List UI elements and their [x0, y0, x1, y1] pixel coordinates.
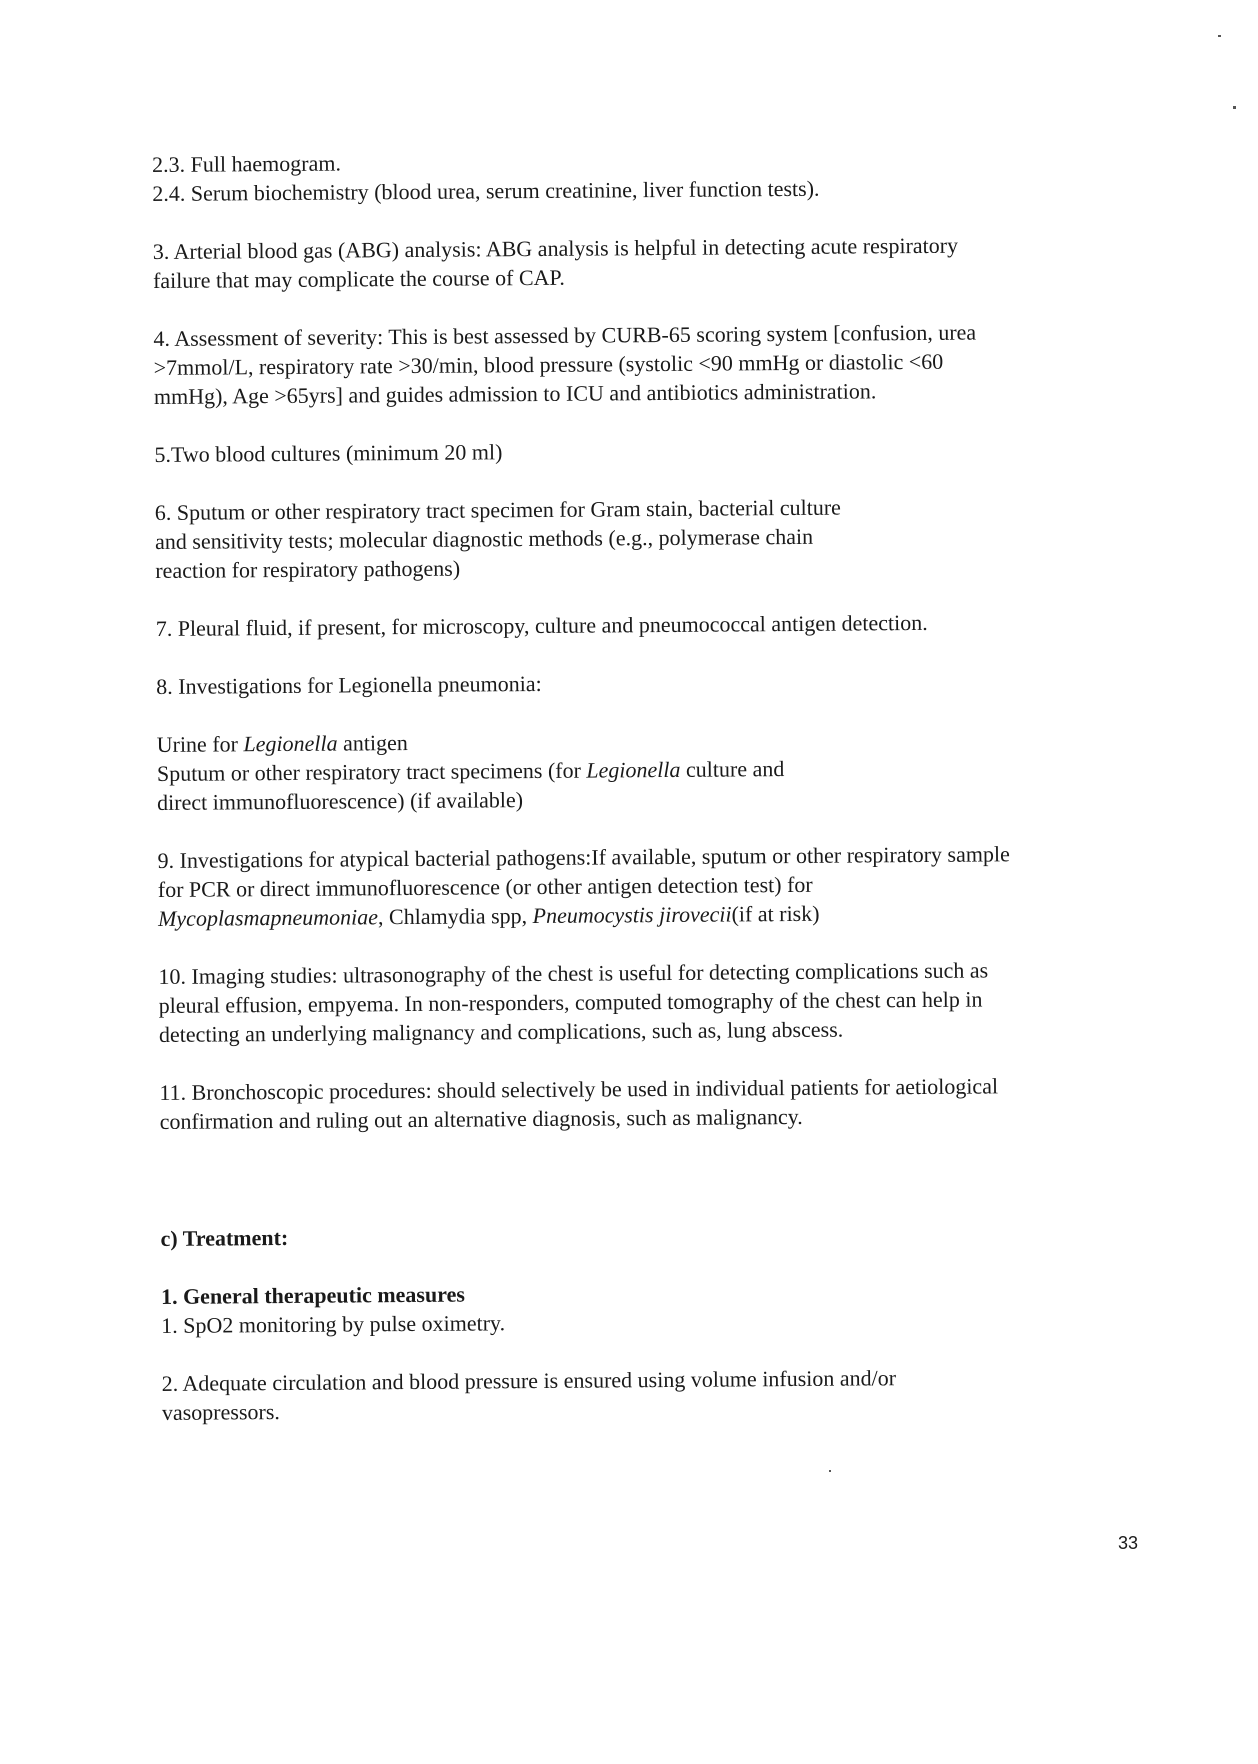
line-11a: 11. Bronchoscopic procedures: should selectively be used in individual patients for aetiological	[159, 1073, 999, 1105]
line-3b: failure that may complicate the course of CAP.	[152, 264, 565, 293]
line-2-4: 2.4. Serum biochemistry (blood urea, serum creatinine, liver function tests).	[152, 175, 820, 206]
line-2-3: 2.3. Full haemogram.	[152, 150, 342, 177]
line-4a: 4. Assessment of severity: This is best assessed by CURB-65 scoring system [confusion, urea	[153, 319, 977, 351]
line-9c-italic-1: Mycoplasmapneumoniae	[157, 904, 379, 931]
scan-speck	[829, 1470, 831, 1472]
line-6a: 6. Sputum or other respiratory tract specimen for Gram stain, bacterial culture	[154, 494, 841, 525]
item-4-severity	[153, 316, 1144, 411]
item-10-imaging	[158, 954, 1149, 1049]
line-9c-italic-2: Pneumocystis jirovecii	[532, 901, 732, 929]
line-8a-post: antigen	[337, 730, 408, 756]
page-body	[152, 142, 1152, 1427]
line-8b-pre: Sputum or other respiratory tract specimens (for	[156, 757, 587, 786]
line-11b: confirmation and ruling out an alternative diagnosis, such as malignancy.	[159, 1103, 803, 1134]
line-8a-italic: Legionella	[243, 730, 338, 757]
item-9-atypical	[157, 838, 1148, 933]
line-8: 8. Investigations for Legionella pneumonia:	[156, 670, 542, 699]
line-g2b: vasopressors.	[161, 1399, 280, 1425]
line-8b-italic: Legionella	[586, 756, 681, 783]
line-3a: 3. Arterial blood gas (ABG) analysis: ABG analysis is helpful in detecting acute respiratory	[152, 232, 959, 264]
item-7-pleural-fluid	[156, 606, 1146, 643]
scan-speck	[1218, 35, 1221, 37]
line-8c: direct immunofluorescence) (if available)	[157, 787, 524, 815]
line-4b: >7mmol/L, respiratory rate >30/min, blood pressure (systolic <90 mmHg or diastolic <60	[153, 348, 944, 380]
item-3-abg	[153, 229, 1143, 295]
line-g1: 1. SpO2 monitoring by pulse oximetry.	[161, 1310, 506, 1338]
item-5-blood-cultures	[154, 432, 1144, 469]
item-11-bronchoscopy	[159, 1070, 1149, 1136]
line-10a: 10. Imaging studies: ultrasonography of the chest is useful for detecting complications such as	[158, 957, 989, 989]
line-9c-post: (if at risk)	[731, 900, 820, 927]
line-9a: 9. Investigations for atypical bacterial pathogens:If available, sputum or other respiratory sample	[157, 841, 1010, 873]
item-8-legionella	[156, 664, 1146, 701]
item-8-sublist	[157, 722, 1148, 817]
line-10b: pleural effusion, empyema. In non-responders, computed tomography of the chest can help in	[158, 986, 983, 1018]
line-7: 7. Pleural fluid, if present, for microscopy, culture and pneumococcal antigen detection.	[155, 609, 928, 641]
line-9b: for PCR or direct immunofluorescence (or other antigen detection test) for	[157, 871, 813, 902]
line-8b-post: culture and	[680, 756, 785, 782]
line-g2a: 2. Adequate circulation and blood pressure is ensured using volume infusion and/or	[161, 1365, 897, 1396]
item-6-sputum	[155, 490, 1146, 585]
scan-speck	[1233, 106, 1236, 109]
line-6b: and sensitivity tests; molecular diagnostic methods (e.g., polymerase chain	[154, 523, 814, 554]
treatment-section	[160, 1216, 1150, 1253]
general-measures	[161, 1274, 1151, 1340]
line-9c-mid: , Chlamydia spp,	[377, 903, 533, 930]
line-5: 5.Two blood cultures (minimum 20 ml)	[154, 439, 503, 467]
line-6c: reaction for respiratory pathogens)	[155, 555, 461, 583]
general-measure-2	[162, 1361, 1152, 1427]
line-4c: mmHg), Age >65yrs] and guides admission to ICU and antibiotics administration.	[153, 378, 877, 409]
page-number: 33	[1118, 1533, 1139, 1553]
item-2-3-2-4	[152, 142, 1142, 208]
treatment-heading: c) Treatment:	[160, 1224, 289, 1251]
line-8a-pre: Urine for	[156, 731, 244, 757]
general-measures-heading: 1. General therapeutic measures	[160, 1281, 465, 1309]
line-10c: detecting an underlying malignancy and complications, such as, lung abscess.	[158, 1016, 844, 1047]
